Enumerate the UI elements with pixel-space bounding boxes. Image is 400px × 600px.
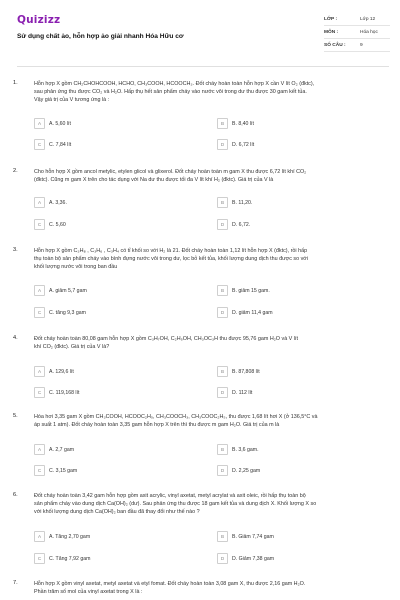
question-line: (đktc). Cũng m gam X trên cho tác dụng với Na dư thu được tối đa V lít khí H₂ (đktc). Giá trị của V là	[34, 177, 274, 184]
option-text: C. 3,15 gam	[49, 467, 78, 474]
option-c[interactable]	[34, 219, 184, 230]
question-text	[34, 492, 388, 517]
question-text	[34, 247, 388, 272]
option-text: C. tăng 9,3 gam	[49, 309, 86, 316]
option-letter-box: B	[217, 531, 228, 542]
question-line: Đốt cháy hoàn toàn 3,42 gam hỗn hợp gồm axit acrylic, vinyl axetat, metyl acrylat và axit oleic, rồi hấp thụ toàn bộ	[34, 493, 306, 499]
option-b[interactable]	[217, 285, 367, 296]
option-d[interactable]	[217, 465, 367, 476]
quizizz-logo: Quizizz	[17, 14, 61, 26]
option-text: A. 2,7 gam	[49, 446, 75, 453]
option-b[interactable]	[217, 366, 367, 377]
option-text: C. 7,84 lít	[49, 141, 72, 148]
question-line: sản phẩm cháy vào dung dịch Ca(OH)₂ (dư). Sau phản ứng thu được 18 gam kết tủa và dung dịch X. Khối lượng X so	[34, 501, 317, 508]
option-text: A. 3,36.	[49, 199, 67, 206]
worksheet-title: Sử dụng chất ảo, hỗn hợp ảo giải nhanh Hóa Hữu cơ	[17, 33, 184, 40]
option-a[interactable]	[34, 444, 184, 455]
option-text: B. giảm 15 gam.	[232, 287, 270, 294]
meta-value: Hóa học	[360, 29, 378, 35]
question-6	[13, 492, 391, 572]
option-text: B. 8,40 lít	[232, 120, 254, 127]
option-c[interactable]	[34, 553, 184, 564]
question-3	[13, 247, 391, 327]
question-4	[13, 335, 391, 405]
option-letter-box: A	[34, 444, 45, 455]
option-letter-box: B	[217, 197, 228, 208]
option-letter-box: A	[34, 366, 45, 377]
option-letter-box: C	[34, 553, 45, 564]
question-line: áp suất 1 atm). Đốt cháy hoàn toàn 3,35 gam hỗn hợp X trên thì thu được m gam H₂O. Giá trị của m là	[34, 422, 280, 429]
question-number: 5.	[13, 413, 18, 419]
option-letter-box: D	[217, 307, 228, 318]
option-c[interactable]	[34, 387, 184, 398]
meta-value: Lớp 12	[360, 16, 376, 22]
option-a[interactable]	[34, 285, 184, 296]
option-letter-box: A	[34, 531, 45, 542]
question-line: thụ toàn bộ sản phẩm cháy vào bình đựng nước vôi trong dư, lọc bỏ kết tủa, khối lượng dung dịch thu được so với	[34, 256, 309, 263]
option-letter-box: D	[217, 387, 228, 398]
question-text	[34, 413, 388, 429]
option-text: A. 5,60 lít	[49, 120, 71, 127]
option-letter-box: D	[217, 553, 228, 564]
option-d[interactable]	[217, 553, 367, 564]
meta-row-grade	[324, 13, 390, 26]
option-letter-box: C	[34, 307, 45, 318]
option-letter-box: B	[217, 444, 228, 455]
question-text	[34, 580, 388, 596]
option-a[interactable]	[34, 197, 184, 208]
option-text: B. 11,20.	[232, 199, 253, 206]
option-d[interactable]	[217, 387, 367, 398]
meta-label: LỚP :	[324, 16, 338, 22]
meta-value: 9	[360, 42, 363, 48]
question-line: khối lượng nước vôi trong ban đầu	[34, 264, 118, 271]
option-text: A. 129,6 lít	[49, 368, 74, 375]
option-text: D. 6,72.	[232, 221, 251, 228]
question-line: Hỗn hợp X gồm C₃H₈ , C₃H₆ , C₃H₄ có tỉ khối so với H₂ là 21. Đốt cháy hoàn toàn 1,12 lít hỗn hợp X (đktc), rồi hấp	[34, 248, 308, 254]
option-b[interactable]	[217, 531, 367, 542]
question-line: sau phản ứng thu được CO₂ và H₂O. Hấp thụ hết sản phẩm cháy vào nước vôi trong dư thu được 30 gam kết tủa.	[34, 89, 307, 96]
question-text	[34, 80, 388, 105]
meta-label: MÔN :	[324, 29, 339, 35]
option-letter-box: C	[34, 219, 45, 230]
meta-row-subject	[324, 26, 390, 39]
question-5	[13, 413, 391, 483]
option-text: B. 87,808 lít	[232, 368, 260, 375]
question-line: với khối lượng dung dịch Ca(OH)₂ ban đầu đã thay đổi như thế nào ?	[34, 509, 200, 516]
option-letter-box: D	[217, 139, 228, 150]
option-letter-box: B	[217, 118, 228, 129]
option-text: D. giảm 11,4 gam	[232, 309, 273, 316]
question-number: 7.	[13, 580, 18, 586]
option-letter-box: C	[34, 387, 45, 398]
option-text: B. 3,6 gam.	[232, 446, 259, 453]
question-1	[13, 80, 391, 165]
option-text: D. 2,25 gam	[232, 467, 261, 474]
option-letter-box: D	[217, 465, 228, 476]
option-c[interactable]	[34, 139, 184, 150]
option-text: C. 5,60	[49, 221, 66, 228]
option-b[interactable]	[217, 118, 367, 129]
option-c[interactable]	[34, 465, 184, 476]
question-number: 4.	[13, 335, 18, 341]
option-a[interactable]	[34, 531, 184, 542]
option-text: A. Tăng 2,70 gam	[49, 533, 91, 540]
question-number: 3.	[13, 247, 18, 253]
option-a[interactable]	[34, 118, 184, 129]
option-c[interactable]	[34, 307, 184, 318]
option-b[interactable]	[217, 197, 367, 208]
option-d[interactable]	[217, 139, 367, 150]
question-line: Hỗn hợp X gồm CH₂CHOHCOOH, HCHO, CH₃COOH, HCOOCH₃. Đốt cháy hoàn toàn hỗn hợp X cần V lít O₂ (đktc),	[34, 81, 315, 87]
option-text: C. Tăng 7,92 gam	[49, 555, 91, 562]
option-d[interactable]	[217, 219, 367, 230]
option-text: B. Giảm 7,74 gam	[232, 533, 274, 540]
question-line: Hóa hơi 3,35 gam X gồm CH₃COOH, HCOOC₂H₅, CH₃COOCH₃, CH₃COOC₂H₅, thu được 1,68 lít hơi X (ở 136,5°C và	[34, 414, 318, 420]
question-2	[13, 168, 391, 238]
option-letter-box: C	[34, 139, 45, 150]
question-line: Đốt cháy hoàn toàn 80,08 gam hỗn hợp X gồm C₃H₇OH, C₂H₅OH, CH₃OC₃H thu được 95,76 gam H₂O và V lít	[34, 336, 298, 342]
meta-label: SỐ CÂU :	[324, 42, 346, 48]
option-letter-box: A	[34, 285, 45, 296]
worksheet-header	[0, 0, 400, 68]
question-line: khí CO₂ (đktc). Giá trị của V là?	[34, 344, 110, 351]
option-letter-box: D	[217, 219, 228, 230]
option-d[interactable]	[217, 307, 367, 318]
worksheet-meta	[324, 13, 390, 52]
option-text: A. giảm 5,7 gam	[49, 287, 87, 294]
option-text: D. 112 lít	[232, 389, 253, 396]
question-line: Vậy giá trị của V tương ứng là :	[34, 97, 110, 104]
option-b[interactable]	[217, 444, 367, 455]
option-a[interactable]	[34, 366, 184, 377]
option-letter-box: B	[217, 366, 228, 377]
question-7	[13, 580, 391, 600]
question-line: Hỗn hợp X gồm vinyl axetat, metyl axetat và etyl fomat. Đốt cháy hoàn toàn 3,08 gam X, thu được 2,16 gam H₂O.	[34, 581, 306, 587]
option-letter-box: C	[34, 465, 45, 476]
header-divider	[17, 66, 389, 67]
option-letter-box: B	[217, 285, 228, 296]
option-letter-box: A	[34, 197, 45, 208]
meta-row-question-count	[324, 39, 390, 52]
option-text: C. 119,168 lít	[49, 389, 80, 396]
option-letter-box: A	[34, 118, 45, 129]
option-text: D. Giảm 7,38 gam	[232, 555, 275, 562]
question-number: 6.	[13, 492, 18, 498]
question-number: 1.	[13, 80, 18, 86]
option-text: D. 6,72 lít	[232, 141, 255, 148]
question-line: Cho hỗn hợp X gồm ancol metylic, etylen glicol và glixerol. Đốt cháy hoàn toàn m gam X thu được 6,72 lít khí CO₂	[34, 169, 307, 175]
question-text	[34, 168, 388, 184]
question-text	[34, 335, 388, 351]
question-number: 2.	[13, 168, 18, 174]
question-line: Phần trăm số mol của vinyl axetat trong X là :	[34, 589, 143, 596]
